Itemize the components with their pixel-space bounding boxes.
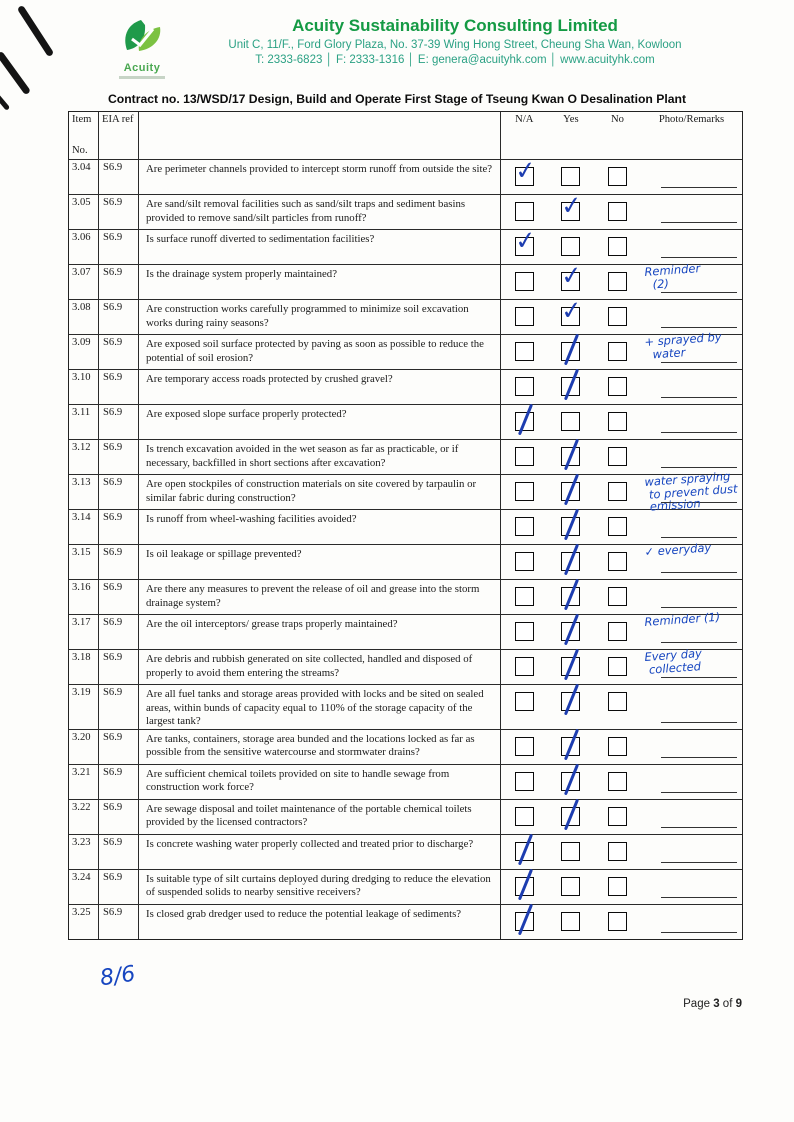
checkbox-na[interactable] [515,517,534,536]
remarks-line [661,257,737,258]
pen-slash-mark [518,404,533,436]
eia-ref: S6.9 [99,730,139,764]
remarks-line [661,292,737,293]
question-text: Are sufficient chemical toilets provided on site to handle sewage from construction work force? [139,765,501,799]
question-text: Is runoff from wheel-washing facilities avoided? [139,510,501,544]
checkbox-yes[interactable] [561,342,580,361]
checklist-table [68,111,743,940]
page-current: 3 [713,998,720,1010]
handwritten-remark: Reminder (1) [643,609,721,629]
table-row [69,645,742,684]
company-name: Acuity Sustainability Consulting Limited [292,16,618,35]
pen-slash-mark [564,439,579,471]
question-text: Is closed grab dredger used to reduce the potential leakage of sediments? [139,905,501,939]
item-number: 3.22 [69,800,99,834]
item-number: 3.10 [69,370,99,404]
question-text: Is surface runoff diverted to sedimentation facilities? [139,230,501,264]
checkbox-yes[interactable] [559,294,584,327]
remarks-cell [641,261,742,299]
checkbox-no[interactable] [608,237,627,256]
eia-ref: S6.9 [99,510,139,544]
remarks-line [661,792,737,793]
remarks-line [661,677,737,678]
item-number: 3.20 [69,730,99,764]
checkbox-no[interactable] [608,912,627,931]
table-row [69,154,742,194]
of-word: of [722,998,733,1010]
pen-slash-mark [564,614,579,646]
item-number: 3.24 [69,870,99,904]
pen-slash-mark [564,334,579,366]
pen-slash-mark [518,868,533,900]
remarks-cell [641,329,742,369]
handwritten-date: 8/6 [98,961,137,992]
question-text: Are there any measures to prevent the release of oil and grease into the storm drainage system? [139,580,501,614]
item-number: 3.04 [69,160,99,194]
remarks-cell [641,730,742,764]
table-row [69,369,742,404]
table-row [69,684,742,729]
checkbox-yes[interactable] [561,622,580,641]
table-row [69,540,742,579]
checkbox-no[interactable] [608,167,627,186]
question-text: Are sand/silt removal facilities such as sand/silt traps and sediment basins provided to remove sand/silt particles from runoff? [139,195,501,229]
checkbox-yes[interactable] [561,842,580,861]
item-number: 3.16 [69,580,99,614]
page-total: 9 [735,998,742,1010]
table-row [69,189,742,229]
pen-slash-mark [564,649,579,681]
remarks-cell [641,645,742,684]
pen-slash-mark [564,544,579,576]
eia-ref: S6.9 [99,300,139,334]
table-row [69,468,742,514]
col-header-photo-remarks: Photo/Remarks [658,114,725,125]
remarks-cell [641,905,742,939]
pen-slash-mark [518,903,533,935]
company-contacts: T: 2333-6823 │ F: 2333-1316 │ E: genera@acuityhk.com │ www.acuityhk.com [255,54,655,66]
checkbox-na[interactable] [515,657,534,676]
question-text: Are the oil interceptors/ grease traps properly maintained? [139,615,501,649]
remarks-cell [641,870,742,904]
question-text: Are perimeter channels provided to intercept storm runoff from outside the site? [139,160,501,194]
handwritten-remark: water spraying to prevent dust emission [643,468,738,514]
col-header-no: No [611,114,624,125]
table-row [69,834,742,869]
page-word: Page [683,998,710,1010]
table-row [69,404,742,439]
item-number: 3.14 [69,510,99,544]
remarks-line [661,607,737,608]
handwritten-remark: Every day collected [643,645,703,677]
eia-ref: S6.9 [99,195,139,229]
question-text: Are exposed soil surface protected by paving as soon as possible to reduce the potential of soil erosion? [139,335,501,369]
checkbox-yes[interactable] [561,377,580,396]
table-header-row [69,112,742,159]
question-text: Are tanks, containers, storage area bunded and the locations locked as far as possible from the sensitive watercourse and stormwater drains? [139,730,501,764]
table-row [69,224,742,264]
checkbox-no[interactable] [608,842,627,861]
table-row [69,729,742,764]
remarks-line [661,362,737,363]
contract-title: Contract no. 13/WSD/17 Design, Build and Operate First Stage of Tseung Kwan O Desalination Plant [107,92,687,106]
item-number: 3.07 [69,265,99,299]
checkbox-no[interactable] [608,877,627,896]
checkbox-no[interactable] [608,622,627,641]
eia-ref: S6.9 [99,905,139,939]
table-row [69,509,742,544]
eia-ref: S6.9 [99,265,139,299]
checkbox-no[interactable] [608,202,627,221]
question-text: Are all fuel tanks and storage areas provided with locks and be sited on sealed areas, within bunds of capacity equal to 110% of the storage capacity of the largest tank? [139,685,501,729]
remarks-line [661,862,737,863]
eia-ref: S6.9 [99,405,139,439]
checkbox-no[interactable] [608,517,627,536]
checkbox-na[interactable] [515,877,534,896]
pen-slash-mark [564,728,579,760]
eia-ref: S6.9 [99,335,139,369]
table-row [69,799,742,834]
checkbox-yes[interactable] [561,737,580,756]
remarks-cell [641,835,742,869]
pen-slash-mark [564,798,579,830]
checkbox-no[interactable] [608,272,627,291]
eia-ref: S6.9 [99,370,139,404]
eia-ref: S6.9 [99,475,139,509]
remarks-cell [641,800,742,834]
checkbox-yes[interactable] [561,587,580,606]
handwritten-remark: ✓ everyday [643,540,712,559]
checkbox-na[interactable] [515,202,534,221]
question-text: Are sewage disposal and toilet maintenance of the portable chemical toilets provided by the licensed contractors? [139,800,501,834]
checklist-rows [69,154,742,939]
checkbox-na[interactable] [515,807,534,826]
item-number: 3.12 [69,440,99,474]
item-number: 3.09 [69,335,99,369]
remarks-line [661,932,737,933]
remarks-line [661,432,737,433]
checkbox-yes[interactable] [561,772,580,791]
table-row [69,904,742,939]
checkbox-no[interactable] [608,552,627,571]
eia-ref: S6.9 [99,230,139,264]
item-number: 3.11 [69,405,99,439]
question-text: Is the drainage system properly maintained? [139,265,501,299]
eia-ref: S6.9 [99,650,139,684]
checkbox-no[interactable] [608,482,627,501]
remarks-cell [641,510,742,544]
checkbox-no[interactable] [608,692,627,711]
item-number: 3.21 [69,765,99,799]
question-text: Is suitable type of silt curtains deployed during dredging to reduce the elevation of suspended solids to nearby sensitive receivers? [139,870,501,904]
remarks-cell [641,580,742,614]
col-header-na: N/A [515,114,534,125]
pen-slash-mark [564,763,579,795]
checkbox-na[interactable] [515,912,534,931]
checkbox-na[interactable] [513,224,538,257]
checkbox-na[interactable] [515,377,534,396]
checkbox-no[interactable] [608,342,627,361]
pen-check-mark: ✓ [513,154,538,187]
checkbox-no[interactable] [608,377,627,396]
item-number: 3.25 [69,905,99,939]
checkbox-na[interactable] [515,307,534,326]
question-text: Are temporary access roads protected by crushed gravel? [139,370,501,404]
page-number [683,998,742,1010]
checkbox-na[interactable] [515,552,534,571]
question-text: Are construction works carefully programmed to minimize soil excavation works during rainy seasons? [139,300,501,334]
checkbox-na[interactable] [515,447,534,466]
checkbox-no[interactable] [608,657,627,676]
item-number: 3.18 [69,650,99,684]
remarks-cell [641,160,742,194]
remarks-cell [641,765,742,799]
table-row [69,329,742,369]
remarks-cell [641,540,742,579]
remarks-line [661,397,737,398]
checkbox-yes[interactable] [561,692,580,711]
leaf-logo-icon [119,18,165,56]
checkbox-na[interactable] [515,737,534,756]
question-text: Are exposed slope surface properly protected? [139,405,501,439]
pen-check-mark: ✓ [513,224,538,257]
checkbox-no[interactable] [608,447,627,466]
eia-ref: S6.9 [99,580,139,614]
question-text: Is oil leakage or spillage prevented? [139,545,501,579]
pen-check-mark: ✓ [559,294,584,327]
checkbox-yes[interactable] [561,517,580,536]
item-number: 3.17 [69,615,99,649]
question-text: Is concrete washing water properly collected and treated prior to discharge? [139,835,501,869]
remarks-line [661,222,737,223]
pen-slash-mark [518,833,533,865]
checkbox-no[interactable] [608,807,627,826]
remarks-line [661,897,737,898]
eia-ref: S6.9 [99,870,139,904]
handwritten-remark: + sprayed by water [643,329,723,362]
eia-ref: S6.9 [99,835,139,869]
remarks-line [661,537,737,538]
remarks-cell [641,468,742,514]
remarks-cell [641,685,742,729]
remarks-line [661,572,737,573]
table-row [69,259,742,299]
checkbox-na[interactable] [515,272,534,291]
checkbox-na[interactable] [515,772,534,791]
checkbox-yes[interactable] [559,189,584,222]
table-row [69,869,742,904]
pen-slash-mark [564,509,579,541]
checkbox-no[interactable] [608,307,627,326]
remarks-line [661,642,737,643]
eia-ref: S6.9 [99,545,139,579]
col-header-item-no: No. [72,145,88,156]
company-address: Unit C, 11/F., Ford Glory Plaza, No. 37-39 Wing Hong Street, Cheung Sha Wan, Kowloon [228,39,682,51]
checkbox-yes[interactable] [561,877,580,896]
pen-check-mark: ✓ [559,259,584,292]
checkbox-yes[interactable] [561,552,580,571]
remarks-line [661,327,737,328]
eia-ref: S6.9 [99,685,139,729]
checkbox-na[interactable] [515,692,534,711]
checkbox-no[interactable] [608,412,627,431]
logo-tagline [119,76,165,79]
eia-ref: S6.9 [99,160,139,194]
checkbox-yes[interactable] [561,447,580,466]
checkbox-yes[interactable] [561,482,580,501]
checkbox-na[interactable] [515,622,534,641]
table-row [69,439,742,474]
eia-ref: S6.9 [99,800,139,834]
remarks-cell [641,300,742,334]
col-header-item: Item [72,114,92,125]
checkbox-no[interactable] [608,772,627,791]
checkbox-yes[interactable] [561,412,580,431]
question-text: Is trench excavation avoided in the wet season as far as practicable, or if necessary, backfilled in short sections after excavation? [139,440,501,474]
item-number: 3.05 [69,195,99,229]
remarks-cell [641,405,742,439]
handwritten-remark: Reminder (2) [643,261,701,292]
company-logo [110,18,174,79]
table-row [69,579,742,614]
pen-slash-mark [564,369,579,401]
remarks-cell [641,609,742,649]
checkbox-na[interactable] [515,842,534,861]
checkbox-na[interactable] [515,587,534,606]
question-text: Are open stockpiles of construction materials on site covered by tarpaulin or similar fabric during construction? [139,475,501,509]
table-row [69,764,742,799]
remarks-line [661,722,737,723]
checkbox-na[interactable] [515,482,534,501]
remarks-line [661,187,737,188]
remarks-cell [641,195,742,229]
table-row [69,294,742,334]
checkbox-na[interactable] [515,342,534,361]
checkbox-yes[interactable] [559,259,584,292]
checkbox-yes[interactable] [561,657,580,676]
checkbox-yes[interactable] [561,237,580,256]
item-number: 3.06 [69,230,99,264]
item-number: 3.13 [69,475,99,509]
checkbox-no[interactable] [608,737,627,756]
remarks-line [661,827,737,828]
remarks-line [661,467,737,468]
eia-ref: S6.9 [99,615,139,649]
logo-wordmark: Acuity [123,62,161,74]
eia-ref: S6.9 [99,765,139,799]
checkbox-na[interactable] [515,412,534,431]
remarks-cell [641,370,742,404]
item-number: 3.19 [69,685,99,729]
remarks-line [661,757,737,758]
pen-slash-mark [564,474,579,506]
item-number: 3.15 [69,545,99,579]
eia-ref: S6.9 [99,440,139,474]
table-row [69,609,742,649]
item-number: 3.23 [69,835,99,869]
pen-slash-mark [564,579,579,611]
item-number: 3.08 [69,300,99,334]
pen-slash-mark [564,684,579,716]
checkbox-na[interactable] [513,154,538,187]
col-header-question [139,112,501,159]
col-header-eia: EIA ref [102,114,134,125]
col-header-yes: Yes [563,114,579,125]
remarks-cell [641,230,742,264]
checkbox-yes[interactable] [561,167,580,186]
checkbox-yes[interactable] [561,807,580,826]
checkbox-no[interactable] [608,587,627,606]
letterhead [0,16,794,74]
checkbox-yes[interactable] [561,912,580,931]
question-text: Are debris and rubbish generated on site collected, handled and disposed of properly to avoid them entering the streams? [139,650,501,684]
pen-check-mark: ✓ [559,189,584,222]
